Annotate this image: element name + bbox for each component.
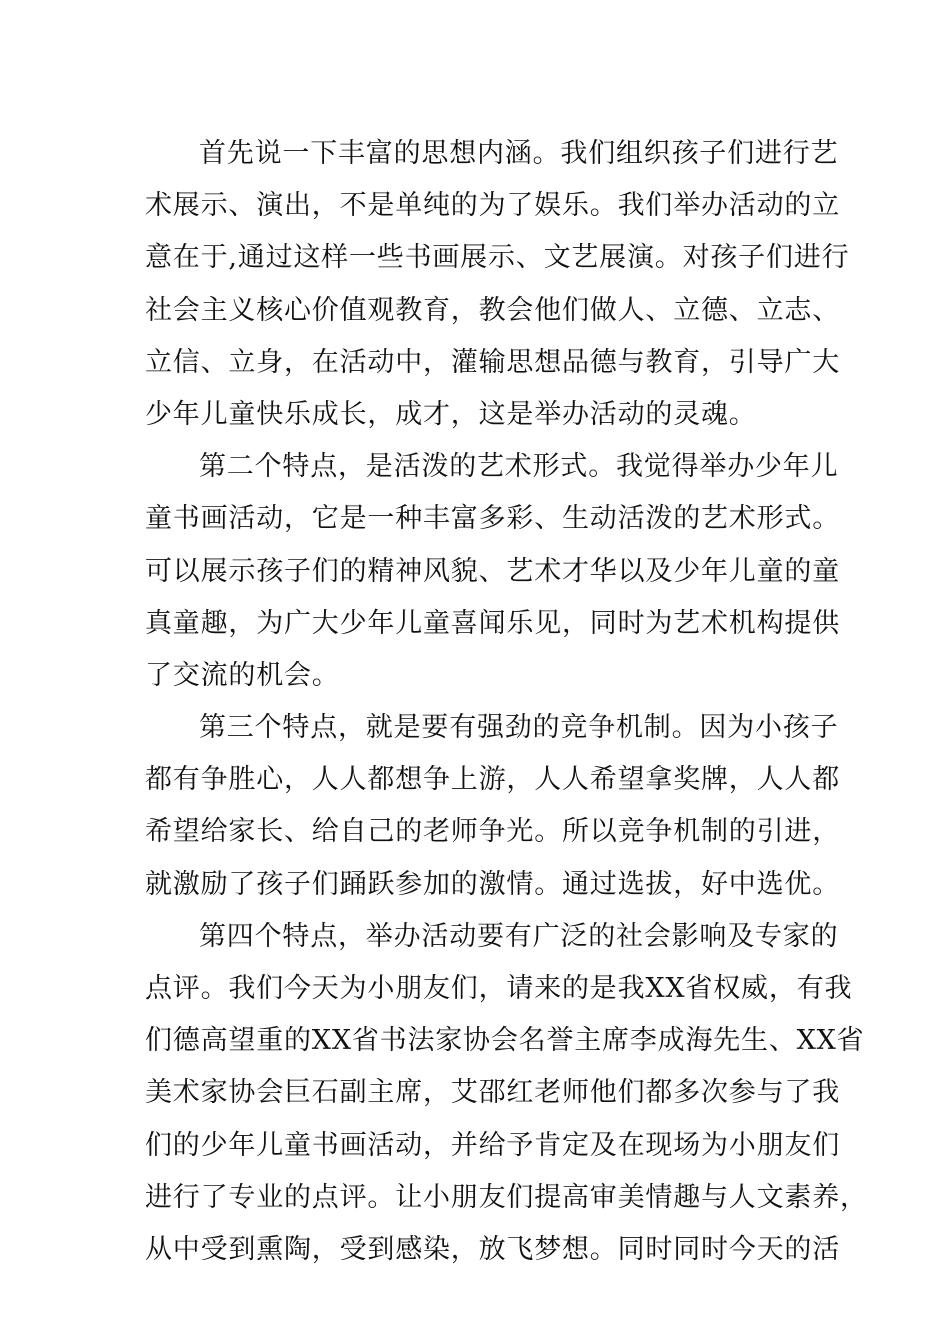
text-line: 了交流的机会。 [145,659,340,691]
text-line: 希望给家长、给自己的老师争光。所以竞争机制的引进， [145,816,840,848]
text-line: 点评。我们今天为小朋友们，请来的是我XX省权威，有我 [145,973,853,1004]
text-line: 第二个特点，是活泼的艺术形式。我觉得举办少年儿 [199,451,839,483]
text-line: 第四个特点，举办活动要有广泛的社会影响及专家的 [199,920,839,952]
text-line: 们德高望重的XX省书法家协会名誉主席李成海先生、XX省 [145,1025,865,1057]
text-line: 意在于,通过这样一些书画展示、文艺展演。对孩子们进行 [145,242,850,274]
text-line: 立信、立身，在活动中，灌输思想品德与教育，引导广大 [145,346,840,378]
paragraph-1 [145,128,850,441]
paragraph-3 [145,702,840,911]
text-line: 首先说一下丰富的思想内涵。我们组织孩子们进行艺 [199,138,839,169]
text-line: 进行了专业的点评。让小朋友们提高审美情趣与人文素养， [145,1181,868,1213]
text-line: 少年儿童快乐成长，成才，这是举办活动的灵魂。 [145,398,757,430]
text-line: 术展示、演出，不是单纯的为了娱乐。我们举办活动的立 [145,190,840,222]
text-line: 社会主义核心价值观教育，教会他们做人、立德、立志、 [145,294,840,326]
text-line: 真童趣，为广大少年儿童喜闻乐见，同时为艺术机构提供 [145,607,840,639]
text-line: 们的少年儿童书画活动，并给予肯定及在现场为小朋友们 [145,1129,840,1161]
paragraph-2 [145,441,840,702]
document-body [145,128,868,1276]
paragraph-4 [145,911,868,1276]
text-line: 美术家协会巨石副主席，艾邵红老师他们都多次参与了我 [145,1077,840,1109]
text-line: 都有争胜心，人人都想争上游，人人希望拿奖牌，人人都 [145,764,840,796]
text-line: 就激励了孩子们踊跃参加的激情。通过选拔，好中选优。 [145,868,840,900]
text-line: 从中受到熏陶，受到感染，放飞梦想。同时同时今天的活 [145,1233,840,1265]
text-line: 可以展示孩子们的精神风貌、艺术才华以及少年儿童的童 [145,555,840,587]
text-line: 童书画活动，它是一种丰富多彩、生动活泼的艺术形式。 [145,503,840,535]
text-line: 第三个特点，就是要有强劲的竞争机制。因为小孩子 [199,712,839,744]
